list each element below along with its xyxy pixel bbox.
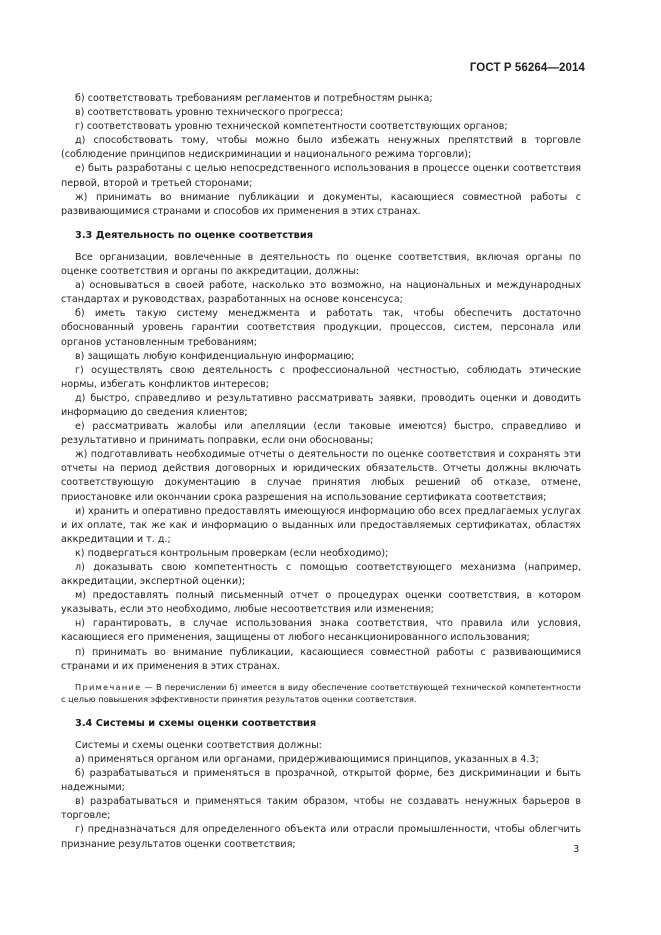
section-3-3-title: 3.3 Деятельность по оценке соответствия bbox=[75, 229, 314, 241]
list-item: д) способствовать тому, чтобы можно было избежать ненужных препятствий в торговле (соблюдение принципов недискриминации и национального режима торговли); bbox=[61, 135, 581, 161]
section-3-4 bbox=[61, 739, 581, 852]
list-item: г) осуществлять свою деятельность с профессиональной честностью, соблюдать этические нормы, избегать конфликтов интересов; bbox=[61, 364, 581, 390]
list-item: ж) принимать во внимание публикации и документы, касающиеся совместной работы с развивающимися странами и способов их применения в этих странах. bbox=[61, 191, 581, 217]
page-number: 3 bbox=[573, 844, 580, 855]
note-text: — В перечислении б) имеется в виду обеспечение соответствующей технической компетентности с целью повышения эффективности принятия результатов оценки соответствия. bbox=[61, 681, 581, 705]
section-intro: Системы и схемы оценки соответствия должны: bbox=[75, 739, 322, 751]
list-item: н) гарантировать, в случае использования знака соответствия, что правила или условия, касающиеся его применения, защищены от любого несанкционированного использования; bbox=[61, 618, 581, 644]
list-item: б) разрабатываться и применяться в прозрачной, открытой форме, без дискриминации и быть надежными; bbox=[61, 768, 581, 794]
section-3-3 bbox=[61, 251, 581, 706]
section-intro: Все организации, вовлеченные в деятельность по оценке соответствия, включая органы по оценке соответствия и органы по аккредитации, должны: bbox=[61, 251, 581, 278]
list-item: а) основываться в своей работе, насколько это возможно, на национальных и международных стандартах и руководствах, разработанных на основе консенсуса; bbox=[61, 280, 581, 306]
list-item: м) предоставлять полный письменный отчет о процедурах оценки соответствия, в котором указывать, если это необходимо, любые несоответствия или изменения; bbox=[61, 590, 581, 616]
list-item: д) быстро, справедливо и результативно рассматривать заявки, проводить оценки и доводить информацию до сведения клиентов; bbox=[61, 392, 581, 418]
list-item: л) доказывать свою компетентность с помощью соответствующего механизма (например, аккредитации, экспертной оценки); bbox=[61, 562, 581, 588]
list-item: ж) подготавливать необходимые отчеты о деятельности по оценке соответствия и сохранять эти отчеты на период действия договорных и юридических обязательств. Отчеты должны включать соответствующую документацию в случае принятия любых решений об отказе, отмене, приостановке или окончании срока разрешения на использование сертификата соответствия; bbox=[61, 449, 581, 503]
list-item: б) соответствовать требованиям регламентов и потребностям рынка; bbox=[75, 93, 433, 104]
list-item: г) соответствовать уровню технической компетентности соответствующих органов; bbox=[75, 121, 508, 133]
list-item: в) разрабатываться и применяться таким образом, чтобы не создавать ненужных барьеров в торговле; bbox=[61, 796, 581, 822]
list-item: а) применяться органом или органами, придерживающимися принципов, указанных в 4.3; bbox=[75, 753, 539, 765]
list-item: п) принимать во внимание публикации, касающиеся совместной работы с развивающимися странами и их применения в этих странах. bbox=[61, 646, 581, 672]
list-item: г) предназначаться для определенного объекта или отрасли промышленности, чтобы облегчить признание результатов оценки соответствия; bbox=[61, 824, 581, 850]
note bbox=[61, 681, 581, 706]
requirements-list-continued bbox=[61, 92, 581, 219]
document-code-header: ГОСТ Р 56264—2014 bbox=[469, 62, 585, 74]
list-item: в) защищать любую конфиденциальную информацию; bbox=[75, 350, 355, 362]
list-item: в) соответствовать уровню технического прогресса; bbox=[75, 107, 344, 119]
list-item: и) хранить и оперативно предоставлять имеющуюся информацию обо всех предлагаемых услугах и их оплате, так же как и информацию о выданных или предоставляемых сертификатах, областях аккредитации и т. д.; bbox=[61, 505, 581, 545]
section-3-4-title: 3.4 Системы и схемы оценки соответствия bbox=[75, 717, 317, 729]
document-body bbox=[61, 92, 581, 852]
list-item: е) рассматривать жалобы или апелляции (если таковые имеются) быстро, справедливо и результативно и принимать поправки, если они обоснованы; bbox=[61, 421, 581, 447]
note-label: Примечание bbox=[75, 681, 142, 692]
list-item: е) быть разработаны с целью непосредственного использования в процессе оценки соответствия первой, второй и третьей сторонами; bbox=[61, 163, 581, 189]
list-item: к) подвергаться контрольным проверкам (если необходимо); bbox=[75, 547, 389, 559]
list-item: б) иметь такую систему менеджмента и работать так, чтобы обеспечить достаточно обоснованный уровень гарантии соответствия продукции, процессов, систем, персонала или органов установленным требованиям; bbox=[61, 308, 581, 348]
